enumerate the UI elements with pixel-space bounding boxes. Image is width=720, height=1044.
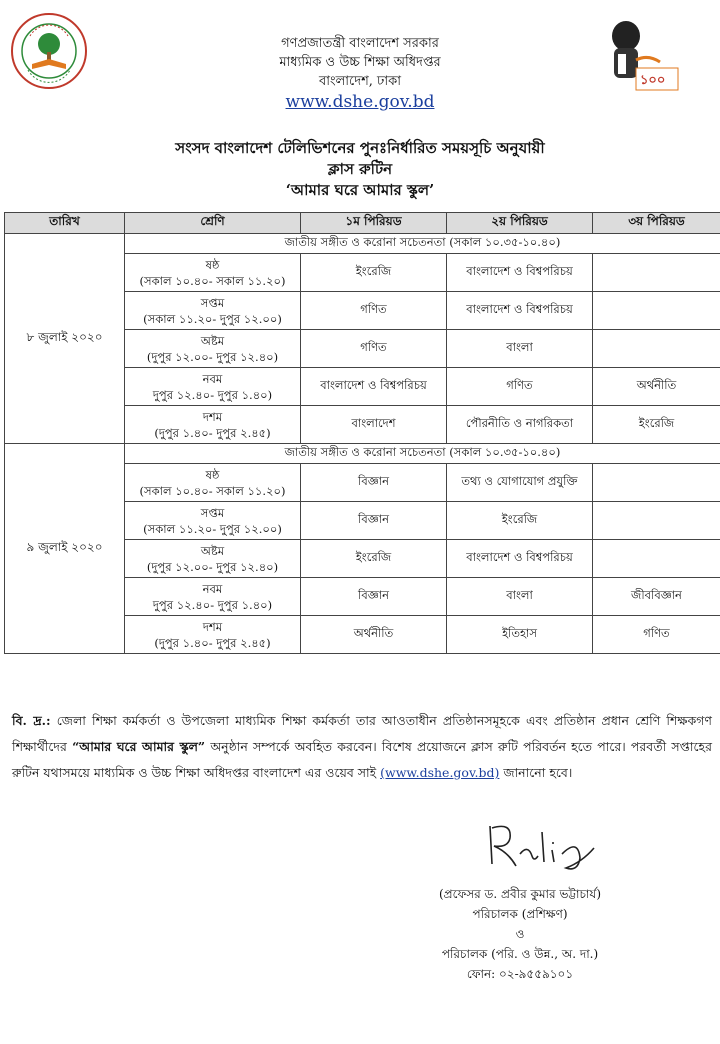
date-cell: ৮ জুলাই ২০২০ xyxy=(5,234,125,444)
period-2-cell: বাংলা xyxy=(447,330,593,368)
signatory-title-2: পরিচালক (পরি. ও উন্ন., অ. দা.) xyxy=(441,947,599,961)
class-cell: সপ্তম (সকাল ১১.২০- দুপুর ১২.০০) xyxy=(125,502,301,540)
footnote-text-3: জানানো হবে। xyxy=(499,765,573,780)
class-cell: দশম (দুপুর ১.৪০- দুপুর ২.৪৫) xyxy=(125,616,301,654)
signatory-name: (প্রফেসর ড. প্রবীর কুমার ভট্টাচার্য) xyxy=(438,887,601,901)
footnote-program-name: “আমার ঘরে আমার স্কুল” xyxy=(72,739,206,754)
footnote-text-2: অনুষ্ঠান সম্পর্কে অবহিত করবেন। বিশেষ প্রয়োজনে ক্লাস রুটি পরিবর্তন হতে পারে। পরবর্তী সপ্তাহের রুটিন যথাসময়ে মাধ্যমিক ও উচ্চ শিক্ষা অধিদপ্তর বাংলাদেশ এর ওয়েব সাই xyxy=(12,739,712,780)
period-3-cell xyxy=(593,502,720,540)
footnote-website-link[interactable]: (www.dshe.gov.bd) xyxy=(380,765,500,780)
table-header-row xyxy=(5,213,720,234)
directorate-name: মাধ্যমিক ও উচ্চ শিক্ষা অধিদপ্তর xyxy=(279,55,441,70)
footnote-text-1: জেলা শিক্ষা কর্মকর্তা ও উপজেলা মাধ্যমিক শিক্ষা কর্মকর্তা তার আওতাধীন প্রতিষ্ঠানসমূহকে এবং প্রতিষ্ঠান প্রধান শ্রেণি শিক্ষকগণ শিক্ষার্থীদের xyxy=(12,713,712,754)
signatory-conjunction: ও xyxy=(515,927,525,941)
office-header xyxy=(160,34,560,112)
period-2-cell: তথ্য ও যোগাযোগ প্রযুক্তি xyxy=(447,464,593,502)
period-2-cell: পৌরনীতি ও নাগরিকতা xyxy=(447,406,593,444)
website-link[interactable]: www.dshe.gov.bd xyxy=(285,92,435,112)
period-3-cell: অর্থনীতি xyxy=(593,368,720,406)
class-cell: সপ্তম (সকাল ১১.২০- দুপুর ১২.০০) xyxy=(125,292,301,330)
period-1-cell: গণিত xyxy=(301,292,447,330)
period-1-cell: বাংলাদেশ xyxy=(301,406,447,444)
mujib-100-logo xyxy=(588,14,684,96)
class-routine-table xyxy=(4,212,720,654)
period-1-cell: গণিত xyxy=(301,330,447,368)
class-cell: অষ্টম (দুপুর ১২.০০- দুপুর ১২.৪০) xyxy=(125,330,301,368)
period-2-cell: ইংরেজি xyxy=(447,502,593,540)
class-cell: অষ্টম (দুপুর ১২.০০- দুপুর ১২.৪০) xyxy=(125,540,301,578)
header-period-3: ৩য় পিরিয়ড xyxy=(593,213,720,234)
period-3-cell xyxy=(593,464,720,502)
signatory-title-1: পরিচালক (প্রশিক্ষণ) xyxy=(472,907,568,921)
period-1-cell: ইংরেজি xyxy=(301,540,447,578)
program-title: ‘আমার ঘরে আমার স্কুল’ xyxy=(285,181,435,199)
office-location: বাংলাদেশ, ঢাকা xyxy=(318,74,402,89)
anthem-cell: জাতীয় সঙ্গীত ও করোনা সচেতনতা (সকাল ১০.৩৫-১০.৪০) xyxy=(125,234,720,254)
period-3-cell xyxy=(593,330,720,368)
period-1-cell: বিজ্ঞান xyxy=(301,502,447,540)
period-3-cell xyxy=(593,540,720,578)
period-2-cell: বাংলাদেশ ও বিশ্বপরিচয় xyxy=(447,540,593,578)
period-3-cell: গণিত xyxy=(593,616,720,654)
signatory-phone: ফোন: ০২-৯৫৫৯১০১ xyxy=(466,967,574,981)
header-class: শ্রেণি xyxy=(125,213,301,234)
period-2-cell: গণিত xyxy=(447,368,593,406)
header-period-2: ২য় পিরিয়ড xyxy=(447,213,593,234)
period-1-cell: বিজ্ঞান xyxy=(301,464,447,502)
period-1-cell: বাংলাদেশ ও বিশ্বপরিচয় xyxy=(301,368,447,406)
period-3-cell: জীববিজ্ঞান xyxy=(593,578,720,616)
period-1-cell: অর্থনীতি xyxy=(301,616,447,654)
table-row xyxy=(5,234,720,254)
signatory-block xyxy=(400,884,640,984)
document-titles xyxy=(100,138,620,201)
period-3-cell: ইংরেজি xyxy=(593,406,720,444)
education-ministry-logo xyxy=(10,12,88,90)
period-2-cell: বাংলা xyxy=(447,578,593,616)
period-1-cell: ইংরেজি xyxy=(301,254,447,292)
period-3-cell xyxy=(593,292,720,330)
header-period-1: ১ম পিরিয়ড xyxy=(301,213,447,234)
period-2-cell: বাংলাদেশ ও বিশ্বপরিচয় xyxy=(447,254,593,292)
period-2-cell: বাংলাদেশ ও বিশ্বপরিচয় xyxy=(447,292,593,330)
routine-title: ক্লাস রুটিন xyxy=(327,160,393,178)
footnote-label: বি. দ্র.: xyxy=(12,713,51,728)
class-cell: দশম (দুপুর ১.৪০- দুপুর ২.৪৫) xyxy=(125,406,301,444)
class-cell: ষষ্ঠ (সকাল ১০.৪০- সকাল ১১.২০) xyxy=(125,254,301,292)
govt-name: গণপ্রজাতন্ত্রী বাংলাদেশ সরকার xyxy=(281,36,439,51)
anthem-cell: জাতীয় সঙ্গীত ও করোনা সচেতনতা (সকাল ১০.৩৫-১০.৪০) xyxy=(125,444,720,464)
date-cell: ৯ জুলাই ২০২০ xyxy=(5,444,125,654)
class-cell: নবম দুপুর ১২.৪০- দুপুর ১.৪০) xyxy=(125,368,301,406)
header-date: তারিখ xyxy=(5,213,125,234)
class-cell: নবম দুপুর ১২.৪০- দুপুর ১.৪০) xyxy=(125,578,301,616)
period-1-cell: বিজ্ঞান xyxy=(301,578,447,616)
svg-text:১০০: ১০০ xyxy=(640,73,666,88)
schedule-title: সংসদ বাংলাদেশ টেলিভিশনের পুনঃনির্ধারিত সময়সূচি অনুযায়ী xyxy=(175,139,545,157)
class-cell: ষষ্ঠ (সকাল ১০.৪০- সকাল ১১.২০) xyxy=(125,464,301,502)
handwritten-signature xyxy=(482,818,602,878)
footnote xyxy=(12,708,712,786)
table-row xyxy=(5,444,720,464)
period-3-cell xyxy=(593,254,720,292)
period-2-cell: ইতিহাস xyxy=(447,616,593,654)
